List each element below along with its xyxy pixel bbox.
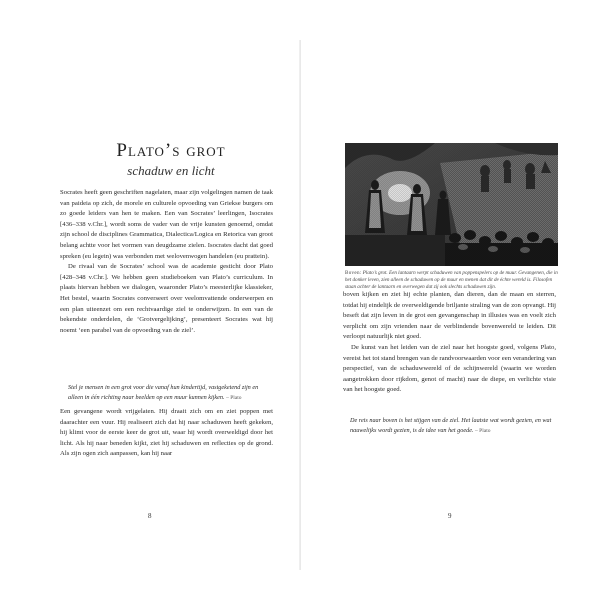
quote-text: De reis naar boven is het stijgen van de ziel. Het laatste wat wordt gezien, en wat nauwelijks wordt gezien, is de idee van het goede. <box>350 417 552 434</box>
cave-engraving-image <box>345 143 558 266</box>
image-caption <box>345 270 558 292</box>
quote-attribution: – Plato <box>226 394 242 401</box>
page-number: 8 <box>148 512 152 520</box>
paragraph: De rivaal van de Socrates’ school was de academie gesticht door Plato [428–348 v.Chr.]. We hebben geen studieboeken van Plato’s curriculum. In plaats hiervan hebben we dialogen, waaronder Plato’s meesterlijke klassieker, Het bestel, waarin Socrates converseert over veelomvattende onderwerpen en een plan uiteenzet om een rechtvaardige ziel te onderwijzen. In een van de bekendste onderdelen, de ‘Grotvergelijking’, presenteert Socrates wat hij noemt ‘een parabel van de opvoeding van de ziel’. <box>60 263 273 334</box>
paragraph: De kunst van het leiden van de ziel naar het hoogste goed, volgens Plato, vereist het tot stand brengen van de randvoorwaarden voor een verandering van perspectief, van de schaduwwereld of de schijnwereld (waarin we worden aangetrokken door rijkdom, genot of macht) naar de diepe, en verlichte visie van het hoogste goed. <box>343 343 556 394</box>
chapter-subtitle: schaduw en licht <box>127 163 215 178</box>
caption-text: Plato’s grot. Een lantaarn werpt schaduwen van poppenspelers op de muur. Gevangenen, die in het donker leven, zien alleen de schaduwen op de muur en menen dat dit de échte wereld is. Filosofen staan achter de lantaarn en overwegen dat zij ook slechts schaduwen zijn. <box>345 270 558 291</box>
caption-lead: Boven: <box>345 270 362 276</box>
left-body-text-2 <box>60 407 273 460</box>
page-number: 9 <box>448 512 452 520</box>
paragraph: Socrates heeft geen geschriften nagelaten, maar zijn volgelingen namen de taak van paideia op zich, de morele en culturele opvoeding van Griekse burgers om zo goede leiders van hen te maken. Een van Socrates’ leerlingen, Isocrates [436–338 v.Chr.], wordt soms de vader van de vrije kunsten genoemd, omdat zijn school de disciplines Grammatica, Dialectica/Logica en Retorica van groot belang achtte voor het vormen van deugdzame zielen. Isocrates dacht dat goed spreken (eu legein) was verbonden met welovenwogen handelen (eu prattein). <box>60 189 273 260</box>
left-body-text-1 <box>60 188 273 336</box>
right-body-text <box>343 290 556 396</box>
right-quote <box>350 416 554 437</box>
paragraph: boven kijken en ziet hij echte planten, dan dieren, dan de maan en sterren, totdat hij eindelijk de overweldigende briljante straling van de zon opvangt. Hij beseft dat zijn leven in de grot een gevangenschap in illusies was en voelt zich verplicht om zijn vrienden naar de verblindende bovenwereld te leiden. Dit verloopt natuurlijk niet goed. <box>343 291 556 341</box>
right-page <box>300 0 600 600</box>
paragraph: Een gevangene wordt vrijgelaten. Hij draait zich om en ziet poppen met daarachter een vuur. Hij realiseert zich dat hij naar schaduwen heeft gekeken, hij klimt voor de eerste keer de grot uit, waar hij wordt overweldigd door het licht. Als hij naar beneden kijkt, ziet hij schaduwen en reflecties op de grond. Als zijn ogen zich aanpassen, kan hij naar <box>60 408 273 458</box>
quote-text: Stel je mensen in een grot voor die vanaf hun kindertijd, vastgeketend zijn en alleen in één richting naar beelden op een muur kunnen kijken. <box>68 384 259 401</box>
chapter-title: Plato’s grot <box>116 140 226 161</box>
quote-attribution: – Plato <box>475 427 491 434</box>
left-quote <box>68 383 272 404</box>
